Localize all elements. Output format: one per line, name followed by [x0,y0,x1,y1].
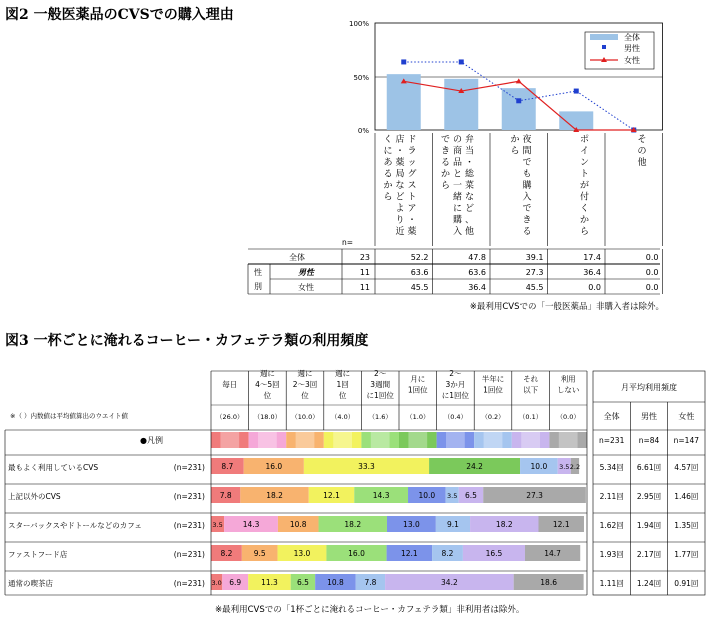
bar-value-label: 14.3 [372,491,390,500]
row-label: 最もよく利用しているCVS [8,463,99,472]
chart2-footnote: ※最利用CVSでの「1杯ごとに淹れるコーヒー・カフェテラ類」非利用者は除外。 [215,605,525,615]
segment-header-label: 以下 [523,385,539,395]
legend-total-swatch [590,34,618,40]
legend-male-label: 男性 [624,44,640,53]
row-total-label: 全体 [289,253,305,262]
bar-value-label: 18.2 [344,520,362,529]
chart1-title: 図2 一般医薬品のCVSでの購入理由 [5,7,234,23]
table-value: 0.0 [645,283,659,292]
bar-total [444,79,478,130]
legend-swatch-highlight [408,432,427,448]
legend-n-total: n=231 [598,436,625,445]
legend-swatch-highlight [371,432,390,448]
segment-header-label: 2～3回 [292,380,318,389]
segment-header-label: 月に [410,374,426,384]
row-sex-label: 性 [254,268,262,277]
category-label: ドラッグストア・薬 [407,135,417,237]
legend-swatch-highlight [258,432,277,448]
row-label: 上記以外のCVS [8,492,61,501]
bar-value-label: 9.5 [253,549,266,558]
monthly-header: 月平均利用頻度 [621,383,677,392]
bar-value-label: 18.2 [495,520,513,529]
table-value: 0.0 [645,253,659,262]
monthly-value: 2.11回 [599,492,624,501]
legend-swatch-highlight [484,432,503,448]
segment-header-label: に1回位 [441,391,470,400]
monthly-value: 5.34回 [599,463,624,472]
monthly-value: 1.62回 [599,521,624,530]
chart2-title: 図3 一杯ごとに淹れるコーヒー・カフェテラ類の利用頻度 [5,333,369,349]
segment-header-label: 利用 [560,374,576,384]
bar-value-label: 10.8 [289,520,307,529]
bar-value-label: 3.5 [212,521,223,529]
monthly-column-label: 女性 [678,412,695,421]
segment-header-label: 1回位 [483,385,503,395]
category-label: その他 [637,135,647,168]
bar-value-label: 6.9 [229,578,242,587]
segment-header-label: 1回 [336,380,349,389]
bar-value-label: 14.7 [544,549,561,558]
row-n: (n=231) [173,550,205,559]
row-n: (n=231) [173,521,205,530]
monthly-table [593,371,705,595]
monthly-value: 1.24回 [636,579,662,588]
segment-header-label: 1回位 [407,385,428,395]
bar-value-label: 7.8 [364,578,377,587]
monthly-value: 2.17回 [636,550,662,559]
legend-male-swatch [602,45,606,49]
segment-header-label: 位 [263,391,272,400]
segment-weight-label: （1.6） [368,413,392,421]
bar-value-label: 24.2 [466,462,483,471]
category-label: 夜間でも購入できる [522,135,532,237]
monthly-column-label: 男性 [641,412,657,421]
segment-weight-label: （26.0） [216,413,244,421]
bar-value-label: 10.0 [418,491,436,500]
table-value: 63.6 [468,268,486,277]
row-n: (n=231) [173,492,205,501]
segment-header-label: 週に [297,369,313,378]
category-label: ポイントが付くから [579,135,590,237]
row-n: (n=231) [173,463,205,472]
category-label: から [510,135,520,157]
bar-value-label: 18.2 [266,491,283,500]
point-male [401,59,406,64]
segment-header-label: 3か月 [445,380,466,389]
bar-value-label: 16.0 [348,549,365,558]
bar-value-label: 10.0 [530,462,548,471]
segment-weight-label: （1.0） [406,413,430,421]
bar-value-label: 3.0 [211,579,222,587]
segment-weight-label: （4.0） [330,413,355,421]
segment-header-label: 毎日 [222,380,238,389]
y-tick-label: 50% [353,74,369,82]
bar-value-label: 8.2 [441,549,454,558]
table-value: 27.3 [525,268,544,277]
segment-header-label: 2～ [449,369,462,378]
bar-value-label: 27.3 [526,491,543,500]
row-male-label: 男性 [298,268,314,277]
row-label: ファストフード店 [8,550,68,559]
bar-value-label: 10.8 [327,578,344,587]
segment-weight-label: （0.1） [518,413,543,421]
bar-value-label: 12.1 [400,549,418,558]
legend-label: ●凡例 [140,436,163,445]
n-header: n= [342,238,354,247]
segment-header-label: 週に [335,369,351,378]
legend-swatch-highlight [446,432,465,448]
monthly-value: 1.11回 [599,579,624,588]
legend-female-label: 女性 [624,56,640,65]
legend-n-female: n=147 [673,436,700,445]
legend-swatch-highlight [296,432,315,448]
segment-header-label: 位 [301,391,309,400]
monthly-value: 4.57回 [674,463,699,472]
bar-value-label: 9.1 [446,520,459,529]
table-value: 52.2 [410,253,429,262]
table-value: 36.4 [468,283,486,292]
bar-value-label: 16.5 [485,549,503,558]
segment-weight-label: （0.0） [556,413,580,421]
monthly-value: 1.46回 [674,492,699,501]
segment-header-label: 半年に [481,374,505,384]
bar-value-label: 3.5 [447,492,458,500]
bar-value-label: 3.5 [559,463,570,471]
table-value: 36.4 [583,268,601,277]
bar-value-label: 7.8 [219,491,232,500]
segment-header-label: 位 [338,391,347,400]
segment-header-label: しない [556,385,580,395]
table-value: 45.5 [410,283,429,292]
n-male: 11 [359,268,370,277]
segment-weight-label: （10.0） [291,413,319,421]
category-label: 弁当・総菜など、他 [464,135,475,237]
legend-n-male: n=84 [638,436,660,445]
legend-swatch-highlight [220,432,239,448]
bar-value-label: 34.2 [441,578,458,587]
bar-value-label: 33.3 [358,462,375,471]
legend-swatch-highlight [333,432,352,448]
segment-weight-label: （0.2） [481,413,505,421]
point-male [459,59,464,64]
row-female-label: 女性 [298,283,314,292]
table-value: 39.1 [525,253,544,262]
row-sex-label: 別 [254,282,262,291]
segment-header-label: 2～ [374,369,387,378]
category-label: 店・薬局などより近 [395,135,405,237]
point-male [516,98,521,103]
bar-value-label: 6.5 [296,578,309,587]
monthly-value: 1.35回 [674,521,699,530]
point-female [516,78,522,83]
bar-value-label: 13.0 [403,520,420,529]
monthly-value: 1.93回 [599,550,624,559]
segment-header-label: に1回位 [366,391,394,400]
row-n: (n=231) [173,579,205,588]
monthly-value: 1.94回 [636,521,662,530]
segment-header-label: 週に [259,369,275,378]
segment-header-label: 4～5回 [255,380,280,389]
bar-value-label: 14.3 [242,520,260,529]
bar-value-label: 16.0 [265,462,283,471]
legend-swatch-highlight [559,432,578,448]
bar-value-label: 12.1 [552,520,570,529]
table-value: 63.6 [410,268,429,277]
bar-value-label: 2.2 [569,463,581,471]
legend-total-label: 全体 [624,33,640,42]
monthly-value: 2.95回 [636,492,662,501]
bar-value-label: 12.1 [323,491,340,500]
bar-value-label: 8.7 [221,462,234,471]
bar-total [502,88,536,130]
bar-value-label: 6.5 [465,491,477,500]
category-label: の商品と一緒に購入 [452,135,463,237]
table-value: 0.0 [588,283,601,292]
monthly-value: 1.77回 [674,550,699,559]
category-label: くにあるから [383,135,393,203]
table-value: 0.0 [645,268,659,277]
n-total: 23 [359,253,370,262]
segment-weight-label: （0.4） [443,413,468,421]
segment-weight-label: （18.0） [253,413,282,421]
monthly-value: 6.61回 [636,463,662,472]
bar-value-label: 8.2 [220,549,233,558]
y-tick-label: 0% [357,127,369,135]
monthly-value: 0.91回 [674,579,699,588]
bar-value-label: 13.0 [293,549,311,558]
bar-value-label: 18.6 [540,578,557,587]
legend-swatch-highlight [521,432,540,448]
segment-header-label: 3週間 [370,380,391,389]
point-male [574,89,579,94]
weight-note: ※（ ）内数値は平均値算出のウエイト値 [10,412,129,420]
row-label: 通常の喫茶店 [8,579,53,588]
table-value: 17.4 [583,253,601,262]
table-value: 45.5 [525,283,544,292]
row-label: スターバックスやドトールなどのカフェ [8,521,142,530]
y-tick-label: 100% [348,20,369,28]
monthly-column-label: 全体 [603,412,620,421]
chart1-footnote: ※最利用CVSでの「一般医薬品」非購入者は除外。 [469,302,664,312]
bar-value-label: 11.3 [261,578,278,587]
n-female: 11 [359,283,370,292]
segment-header-label: それ [523,374,539,384]
category-label: できるから [440,135,451,191]
table-value: 47.8 [468,253,486,262]
